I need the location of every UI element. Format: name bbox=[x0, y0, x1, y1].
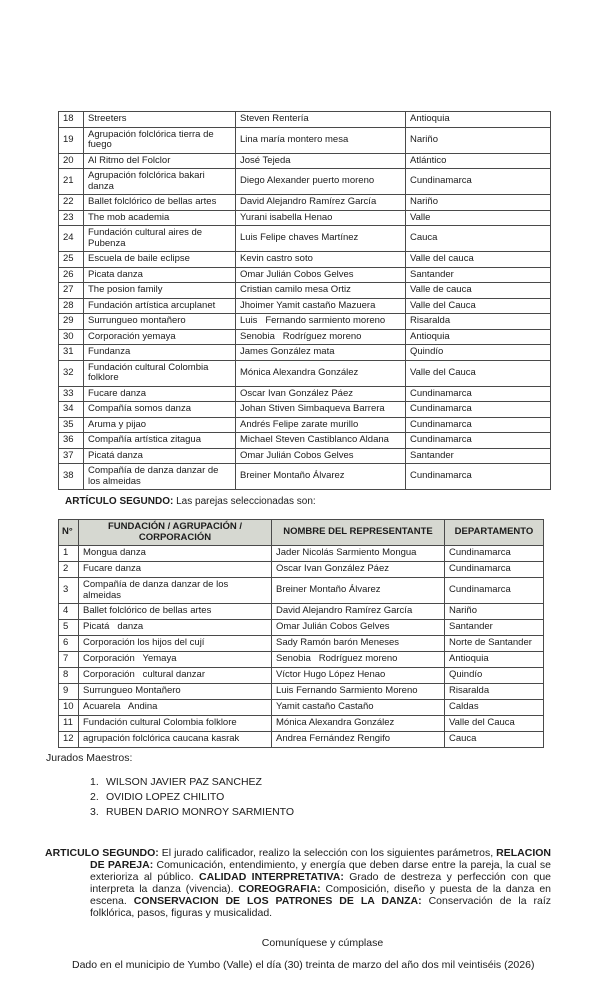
table-row bbox=[59, 267, 551, 283]
table-cell: Luis Fernando sarmiento moreno bbox=[236, 314, 406, 330]
table-cell: Fundación cultural Colombia folklore bbox=[84, 360, 236, 386]
articulo-segundo-intro bbox=[65, 496, 316, 508]
table-cell: Corporación cultural danzar bbox=[79, 668, 272, 684]
table-cell: Sady Ramón barón Meneses bbox=[272, 636, 445, 652]
paragraph-bold-segment: CALIDAD INTERPRETATIVA: bbox=[199, 871, 344, 883]
table-cell: Fucare danza bbox=[84, 386, 236, 402]
table-cell: Compañía artística zitagua bbox=[84, 433, 236, 449]
table-cell: Cundinamarca bbox=[406, 433, 551, 449]
table-cell: Kevin castro soto bbox=[236, 252, 406, 268]
row-number-cell: 11 bbox=[59, 716, 79, 732]
table-row bbox=[59, 298, 551, 314]
row-number-cell: 27 bbox=[59, 283, 84, 299]
selected-pairs-table bbox=[58, 519, 544, 748]
table-cell: Ballet folclórico de bellas artes bbox=[84, 195, 236, 211]
table-cell: Escuela de baile eclipse bbox=[84, 252, 236, 268]
table-cell: Cristian camilo mesa Ortiz bbox=[236, 283, 406, 299]
row-number-cell: 19 bbox=[59, 127, 84, 153]
row-number-cell: 35 bbox=[59, 417, 84, 433]
row-number-cell: 12 bbox=[59, 732, 79, 748]
table-cell: Johan Stiven Simbaqueva Barrera bbox=[236, 402, 406, 418]
table-cell: Fundación cultural aires de Pubenza bbox=[84, 226, 236, 252]
table-cell: Steven Rentería bbox=[236, 112, 406, 128]
paragraph-bold-segment: ARTICULO SEGUNDO: bbox=[45, 847, 159, 859]
table-cell: Valle del Cauca bbox=[406, 360, 551, 386]
table-cell: David Alejandro Ramírez García bbox=[272, 604, 445, 620]
table-cell: Luis Felipe chaves Martínez bbox=[236, 226, 406, 252]
table-row bbox=[59, 283, 551, 299]
table-cell: Valle del cauca bbox=[406, 252, 551, 268]
table-cell: Santander bbox=[406, 267, 551, 283]
row-number-cell: 9 bbox=[59, 684, 79, 700]
row-number-cell: 26 bbox=[59, 267, 84, 283]
table-cell: Ballet folclórico de bellas artes bbox=[79, 604, 272, 620]
table-cell: Cundinamarca bbox=[406, 464, 551, 490]
paragraph-segment: Composición, diseño y puesta de la danza en escena. bbox=[90, 883, 551, 907]
row-number-cell: 4 bbox=[59, 604, 79, 620]
row-number-cell: 24 bbox=[59, 226, 84, 252]
row-number-cell: 34 bbox=[59, 402, 84, 418]
table-cell: Nariño bbox=[406, 195, 551, 211]
table-cell: The mob academia bbox=[84, 210, 236, 226]
jurados-maestros-heading: Jurados Maestros: bbox=[46, 752, 133, 764]
table-cell: Atlántico bbox=[406, 153, 551, 169]
row-number-cell: 21 bbox=[59, 169, 84, 195]
list-item-number: 2. bbox=[90, 791, 99, 803]
table-cell: Surrungueo montañero bbox=[84, 314, 236, 330]
paragraph-segment: Conservación de la raíz folklórica, pasos, figuras y musicalidad. bbox=[90, 895, 551, 919]
row-number-cell: 7 bbox=[59, 652, 79, 668]
table-header-row bbox=[59, 520, 544, 546]
row-number-cell: 38 bbox=[59, 464, 84, 490]
table-cell: Omar Julián Cobos Gelves bbox=[272, 620, 445, 636]
table-cell: Valle del Cauca bbox=[445, 716, 544, 732]
table-cell: Compañía somos danza bbox=[84, 402, 236, 418]
table-row bbox=[59, 112, 551, 128]
row-number-cell: 2 bbox=[59, 562, 79, 578]
row-number-cell: 30 bbox=[59, 329, 84, 345]
table-cell: Oscar Ivan González Páez bbox=[272, 562, 445, 578]
row-number-cell: 37 bbox=[59, 448, 84, 464]
table-row bbox=[59, 562, 544, 578]
table-cell: Quindío bbox=[445, 668, 544, 684]
table-row bbox=[59, 716, 544, 732]
row-number-cell: 28 bbox=[59, 298, 84, 314]
table-row bbox=[59, 210, 551, 226]
table-cell: Nariño bbox=[406, 127, 551, 153]
articulo-segundo-intro-text: Las parejas seleccionadas son: bbox=[173, 496, 316, 507]
articulo-segundo-paragraph bbox=[45, 847, 551, 919]
table-cell: Mónica Alexandra González bbox=[236, 360, 406, 386]
row-number-cell: 31 bbox=[59, 345, 84, 361]
table-row bbox=[59, 226, 551, 252]
table-cell: Mónica Alexandra González bbox=[272, 716, 445, 732]
jurados-maestros-list bbox=[90, 775, 294, 820]
table-cell: Corporación yemaya bbox=[84, 329, 236, 345]
table-row bbox=[59, 668, 544, 684]
table-cell: Santander bbox=[406, 448, 551, 464]
table-row bbox=[59, 732, 544, 748]
paragraph-segment: Comunicación, entendimiento, y energía que deben darse entre la pareja, la cual se exterioriza al público. bbox=[90, 859, 551, 883]
table-cell: Picata danza bbox=[84, 267, 236, 283]
table-cell: Andrés Felipe zarate murillo bbox=[236, 417, 406, 433]
table-cell: Santander bbox=[445, 620, 544, 636]
table-cell: Fundación cultural Colombia folklore bbox=[79, 716, 272, 732]
table-cell: Al Ritmo del Folclor bbox=[84, 153, 236, 169]
paragraph-bold-segment: CONSERVACION DE LOS PATRONES DE LA DANZA: bbox=[133, 895, 422, 907]
row-number-cell: 32 bbox=[59, 360, 84, 386]
table-cell: Cundinamarca bbox=[406, 402, 551, 418]
table-cell: Antioquia bbox=[406, 112, 551, 128]
table-cell: Cundinamarca bbox=[445, 562, 544, 578]
table-cell: Caldas bbox=[445, 700, 544, 716]
table-row bbox=[59, 604, 544, 620]
table-row bbox=[59, 127, 551, 153]
table-row bbox=[59, 700, 544, 716]
table-row bbox=[59, 433, 551, 449]
table-row bbox=[59, 252, 551, 268]
table-cell: Valle bbox=[406, 210, 551, 226]
table-row bbox=[59, 360, 551, 386]
table-cell: Risaralda bbox=[445, 684, 544, 700]
table-cell: Acuarela Andina bbox=[79, 700, 272, 716]
table-cell: Agrupación folclórica bakari danza bbox=[84, 169, 236, 195]
table-row bbox=[59, 153, 551, 169]
table-cell: Lina maría montero mesa bbox=[236, 127, 406, 153]
jurado-list-item bbox=[90, 790, 294, 805]
jurado-name: OVIDIO LOPEZ CHILITO bbox=[106, 791, 225, 803]
table-cell: Michael Steven Castiblanco Aldana bbox=[236, 433, 406, 449]
table-cell: Omar Julián Cobos Gelves bbox=[236, 267, 406, 283]
articulo-segundo-intro-label: ARTÍCULO SEGUNDO: bbox=[65, 496, 174, 507]
table-cell: Norte de Santander bbox=[445, 636, 544, 652]
table-row bbox=[59, 578, 544, 604]
table-cell: Corporación Yemaya bbox=[79, 652, 272, 668]
table-cell: Cauca bbox=[406, 226, 551, 252]
paragraph-bold-segment: COREOGRAFIA: bbox=[238, 883, 321, 895]
row-number-cell: 23 bbox=[59, 210, 84, 226]
table-cell: Senobia Rodríguez moreno bbox=[272, 652, 445, 668]
table-cell: Antioquia bbox=[445, 652, 544, 668]
table-cell: Picatá danza bbox=[79, 620, 272, 636]
row-number-cell: 6 bbox=[59, 636, 79, 652]
table-cell: Valle del Cauca bbox=[406, 298, 551, 314]
table-row bbox=[59, 329, 551, 345]
table-cell: Oscar Ivan González Páez bbox=[236, 386, 406, 402]
table-cell: Luis Fernando Sarmiento Moreno bbox=[272, 684, 445, 700]
paragraph-segment: El jurado calificador, realizo la selección con los siguientes parámetros, bbox=[158, 847, 497, 859]
table-cell: Andrea Fernández Rengifo bbox=[272, 732, 445, 748]
table-row bbox=[59, 195, 551, 211]
table-cell: Fucare danza bbox=[79, 562, 272, 578]
table-cell: James González mata bbox=[236, 345, 406, 361]
table-cell: Cauca bbox=[445, 732, 544, 748]
paragraph-bold-segment: RELACION DE PAREJA: bbox=[90, 847, 551, 871]
column-header: N° bbox=[59, 520, 79, 546]
column-header: FUNDACIÓN / AGRUPACIÓN / CORPORACIÓN bbox=[79, 520, 272, 546]
list-item-number: 1. bbox=[90, 776, 99, 788]
table-cell: Omar Julián Cobos Gelves bbox=[236, 448, 406, 464]
participants-table bbox=[58, 111, 551, 490]
table-cell: Quindío bbox=[406, 345, 551, 361]
row-number-cell: 10 bbox=[59, 700, 79, 716]
jurado-list-item bbox=[90, 805, 294, 820]
row-number-cell: 25 bbox=[59, 252, 84, 268]
table-cell: Senobia Rodríguez moreno bbox=[236, 329, 406, 345]
jurado-list-item bbox=[90, 775, 294, 790]
list-item-number: 3. bbox=[90, 806, 99, 818]
row-number-cell: 1 bbox=[59, 546, 79, 562]
table-cell: Cundinamarca bbox=[445, 546, 544, 562]
table-cell: Diego Alexander puerto moreno bbox=[236, 169, 406, 195]
table-row bbox=[59, 636, 544, 652]
table-cell: Compañía de danza danzar de los almeidas bbox=[79, 578, 272, 604]
jurado-name: WILSON JAVIER PAZ SANCHEZ bbox=[106, 776, 262, 788]
table-cell: Breiner Montaño Álvarez bbox=[272, 578, 445, 604]
row-number-cell: 3 bbox=[59, 578, 79, 604]
table-cell: Nariño bbox=[445, 604, 544, 620]
table-cell: Yurani isabella Henao bbox=[236, 210, 406, 226]
table-cell: Aruma y pijao bbox=[84, 417, 236, 433]
table-row bbox=[59, 464, 551, 490]
table-cell: Valle de cauca bbox=[406, 283, 551, 299]
table-cell: David Alejandro Ramírez García bbox=[236, 195, 406, 211]
table-cell: Fundación artística arcuplanet bbox=[84, 298, 236, 314]
row-number-cell: 36 bbox=[59, 433, 84, 449]
table-cell: Breiner Montaño Álvarez bbox=[236, 464, 406, 490]
row-number-cell: 20 bbox=[59, 153, 84, 169]
column-header: NOMBRE DEL REPRESENTANTE bbox=[272, 520, 445, 546]
row-number-cell: 5 bbox=[59, 620, 79, 636]
table-cell: Compañía de danza danzar de los almeidas bbox=[84, 464, 236, 490]
table-cell: Cundinamarca bbox=[406, 169, 551, 195]
table-cell: Surrungueo Montañero bbox=[79, 684, 272, 700]
table-row bbox=[59, 417, 551, 433]
table-row bbox=[59, 684, 544, 700]
table-cell: Jader Nicolás Sarmiento Mongua bbox=[272, 546, 445, 562]
table-cell: Agrupación folclórica tierra de fuego bbox=[84, 127, 236, 153]
row-number-cell: 18 bbox=[59, 112, 84, 128]
dado-en-line: Dado en el municipio de Yumbo (Valle) el día (30) treinta de marzo del año dos mil veintiséis (2026) bbox=[72, 959, 535, 971]
table-row bbox=[59, 314, 551, 330]
row-number-cell: 29 bbox=[59, 314, 84, 330]
table-cell: Cundinamarca bbox=[445, 578, 544, 604]
table-cell: Jhoimer Yamit castaño Mazuera bbox=[236, 298, 406, 314]
comuniquese-line: Comuníquese y cúmplase bbox=[261, 937, 384, 949]
row-number-cell: 8 bbox=[59, 668, 79, 684]
table-cell: Fundanza bbox=[84, 345, 236, 361]
column-header: DEPARTAMENTO bbox=[445, 520, 544, 546]
table-row bbox=[59, 546, 544, 562]
table-row bbox=[59, 169, 551, 195]
table-cell: Cundinamarca bbox=[406, 417, 551, 433]
table-cell: Corporación los hijos del cují bbox=[79, 636, 272, 652]
table-cell: Cundinamarca bbox=[406, 386, 551, 402]
table-row bbox=[59, 652, 544, 668]
table-cell: José Tejeda bbox=[236, 153, 406, 169]
table-cell: Picatá danza bbox=[84, 448, 236, 464]
table-row bbox=[59, 448, 551, 464]
jurado-name: RUBEN DARIO MONROY SARMIENTO bbox=[106, 806, 295, 818]
table-row bbox=[59, 620, 544, 636]
table-row bbox=[59, 386, 551, 402]
table-cell: agrupación folclórica caucana kasrak bbox=[79, 732, 272, 748]
table-cell: Víctor Hugo López Henao bbox=[272, 668, 445, 684]
row-number-cell: 22 bbox=[59, 195, 84, 211]
table-cell: The posion family bbox=[84, 283, 236, 299]
table-cell: Risaralda bbox=[406, 314, 551, 330]
table-cell: Antioquia bbox=[406, 329, 551, 345]
table-cell: Yamit castaño Castaño bbox=[272, 700, 445, 716]
paragraph-segment: Grado de destreza y perfección con que interpreta la danza (vivencia). bbox=[90, 871, 551, 895]
table-cell: Mongua danza bbox=[79, 546, 272, 562]
table-cell: Streeters bbox=[84, 112, 236, 128]
row-number-cell: 33 bbox=[59, 386, 84, 402]
table-row bbox=[59, 402, 551, 418]
table-row bbox=[59, 345, 551, 361]
